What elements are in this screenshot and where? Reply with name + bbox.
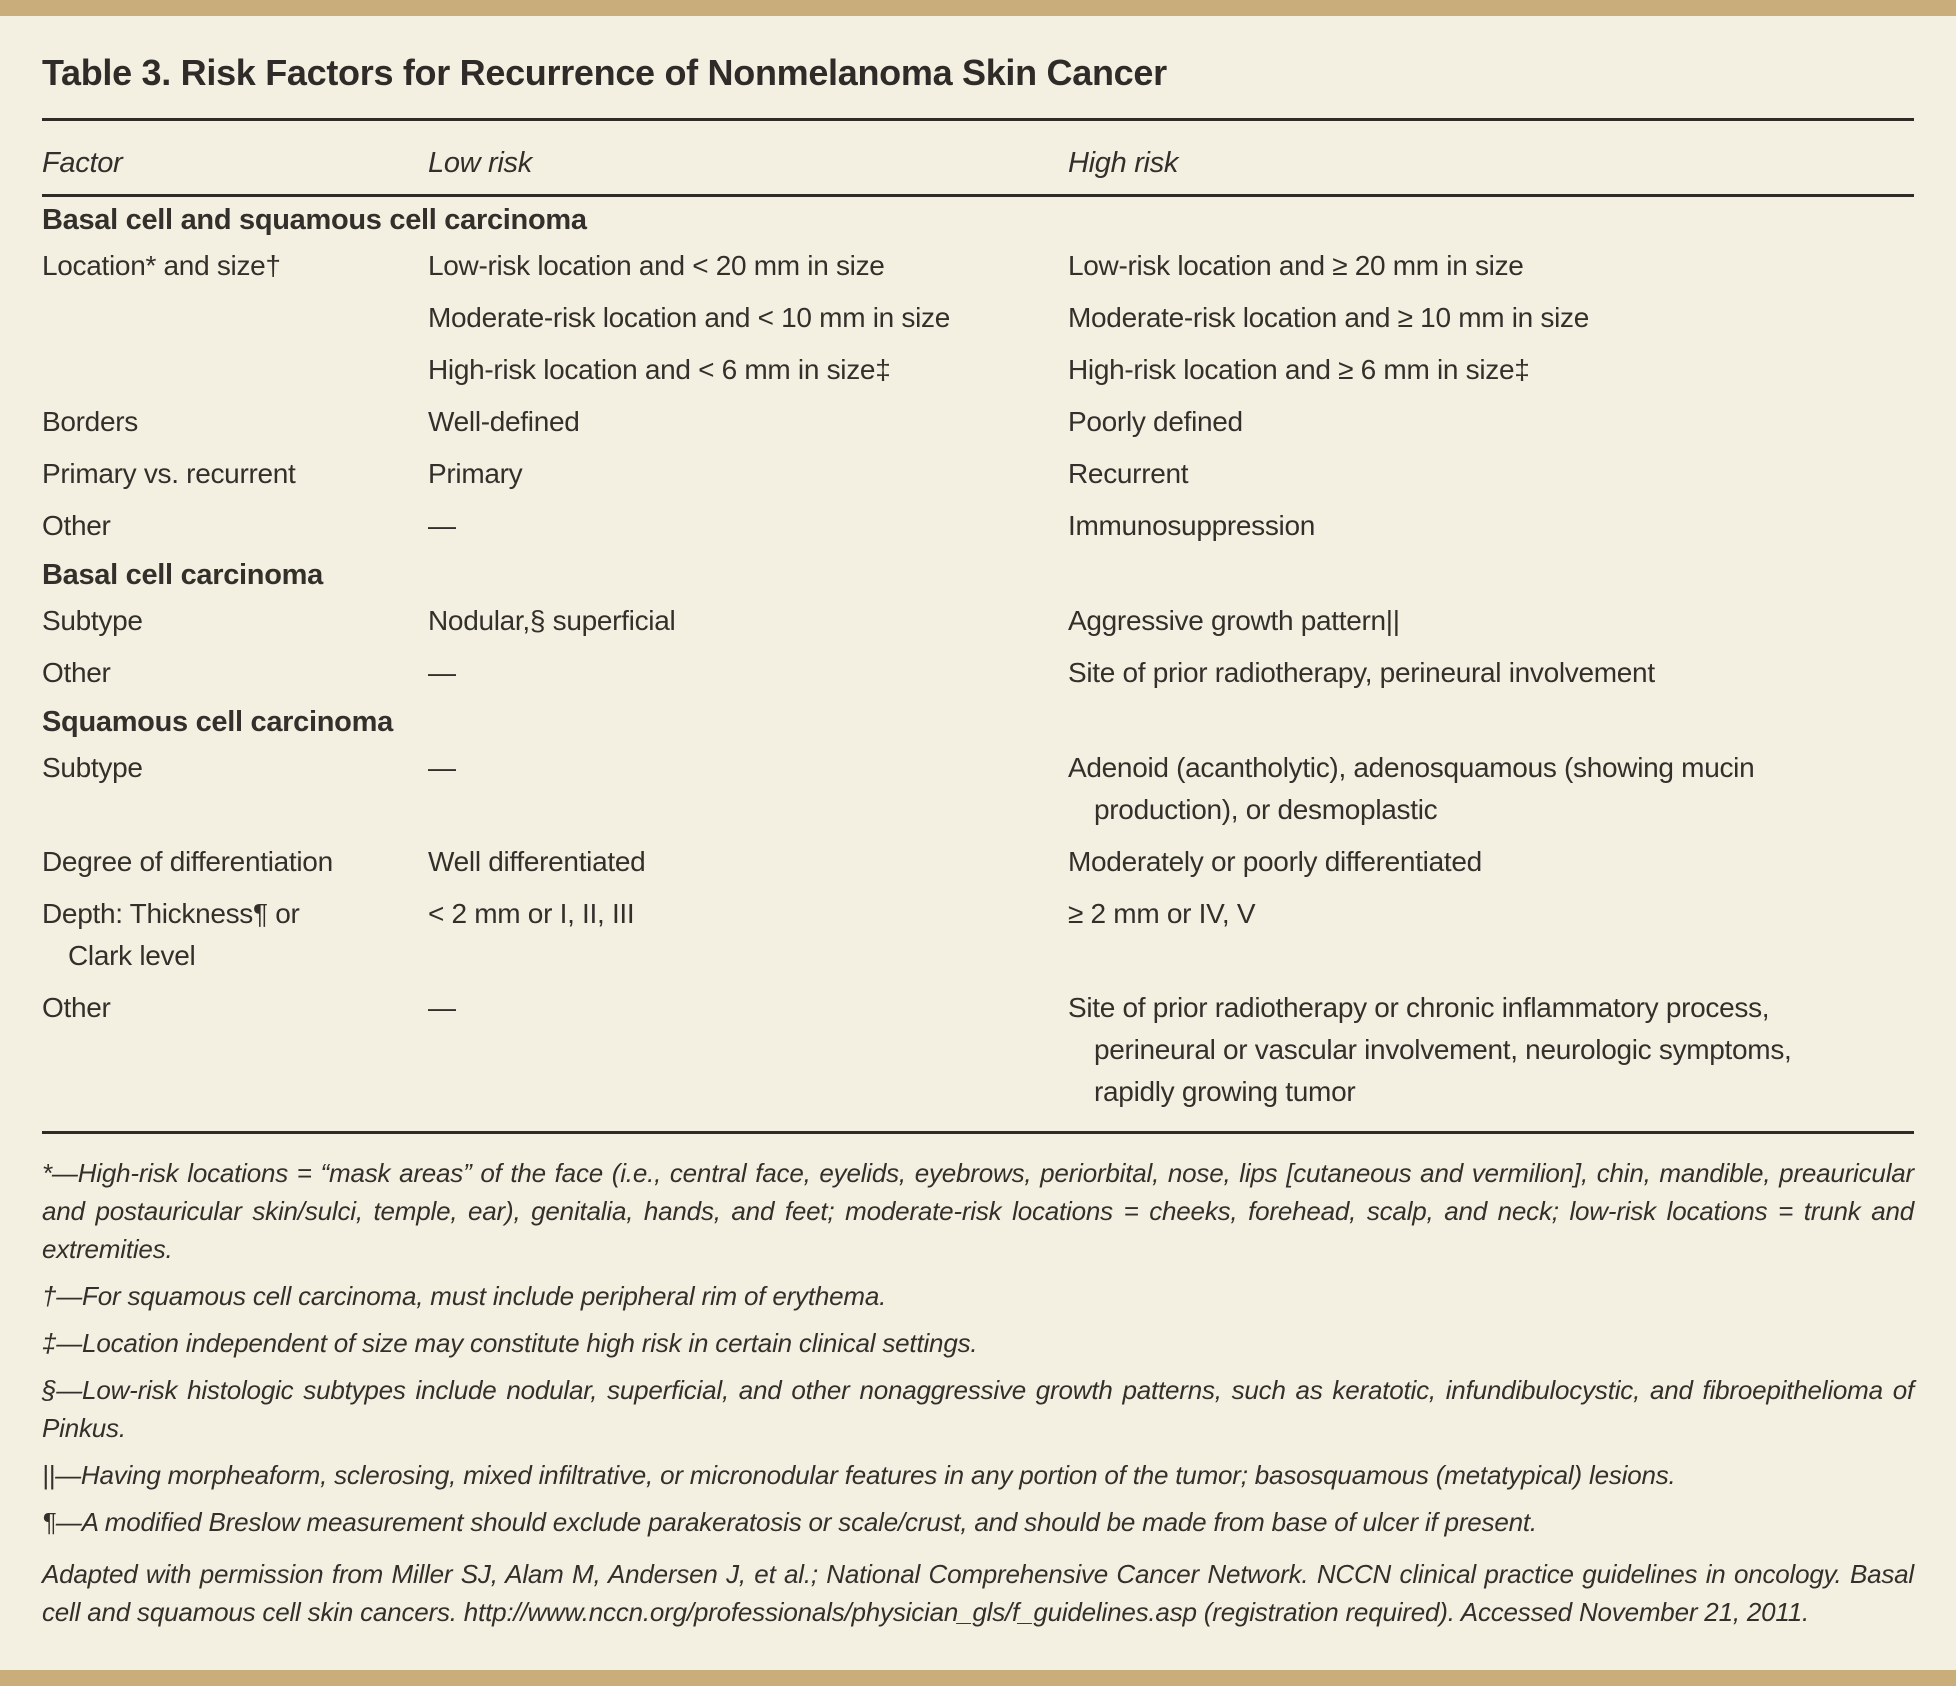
- table-row: [42, 448, 1914, 500]
- table-row: [42, 500, 1914, 552]
- table-row: [42, 396, 1914, 448]
- high-risk-cell: Aggressive growth pattern||: [1068, 605, 1400, 636]
- section-heading: Basal cell carcinoma: [42, 559, 323, 591]
- low-risk-cell: < 2 mm or I, II, III: [428, 898, 635, 929]
- factor-cell: Other: [42, 657, 111, 688]
- section-heading: Basal cell and squamous cell carcinoma: [42, 204, 587, 236]
- footnote-double-bar: ||—Having morpheaform, sclerosing, mixed infiltrative, or micronodular features in any portion of the tumor; basosquamous (metatypical) lesions.: [42, 1460, 1676, 1490]
- high-risk-cell: Recurrent: [1068, 458, 1189, 489]
- low-risk-cell: —: [428, 992, 456, 1023]
- factor-cell: [42, 888, 428, 982]
- factor-cell: Location* and size†: [42, 250, 281, 281]
- bottom-accent-bar: [0, 1670, 1956, 1686]
- table-row: [42, 344, 1914, 396]
- column-header-low-risk: Low risk: [428, 120, 1068, 196]
- factor-cell: Primary vs. recurrent: [42, 458, 296, 489]
- high-risk-cell: Moderately or poorly differentiated: [1068, 846, 1482, 877]
- low-risk-cell: Low-risk location and < 20 mm in size: [428, 250, 885, 281]
- high-risk-cell: Low-risk location and ≥ 20 mm in size: [1068, 250, 1524, 281]
- section-heading: Squamous cell carcinoma: [42, 706, 393, 738]
- factor-cell: [42, 344, 428, 396]
- factor-cell: Subtype: [42, 752, 143, 783]
- footnote-pilcrow: ¶—A modified Breslow measurement should exclude parakeratosis or scale/crust, and should be made from base of ulcer if present.: [42, 1507, 1537, 1537]
- figure-content: [0, 16, 1956, 1631]
- factor-cell: Degree of differentiation: [42, 846, 333, 877]
- high-risk-text: Adenoid (acantholytic), adenosquamous (showing mucin production), or desmoplastic: [1068, 752, 1755, 825]
- footnote-asterisk: *—High-risk locations = “mask areas” of the face (i.e., central face, eyelids, eyebrows, periorbital, nose, lips [cutaneous and vermilion], chin, mandible, preauricular and postauricular skin/sulci, temple, ear), genitalia, hands, and feet; moderate-risk locations = cheeks, forehead, scalp, and neck; low-risk locations = trunk and extremities.: [42, 1158, 1914, 1264]
- high-risk-text: Site of prior radiotherapy or chronic inflammatory process, perineural or vascular involvement, neurologic symptoms, rapidly growing tumor: [1068, 992, 1792, 1107]
- factor-cell: Other: [42, 510, 111, 541]
- table-row: [42, 742, 1914, 836]
- column-header-row: [42, 120, 1914, 196]
- section-heading-row: [42, 552, 1914, 595]
- high-risk-cell: High-risk location and ≥ 6 mm in size‡: [1068, 354, 1530, 385]
- high-risk-cell: [1068, 742, 1914, 836]
- low-risk-cell: Nodular,§ superficial: [428, 605, 676, 636]
- section-heading-row: [42, 196, 1914, 241]
- high-risk-cell: Poorly defined: [1068, 406, 1243, 437]
- attribution-text: Adapted with permission from Miller SJ, Alam M, Andersen J, et al.; National Comprehensive Cancer Network. NCCN clinical practice guidelines in oncology. Basal cell and squamous cell skin cancers. http://www.nccn.org/professionals/physician_gls/f_guidelines.asp (registration required). Accessed November 21, 2011.: [42, 1559, 1914, 1627]
- section-heading-row: [42, 699, 1914, 742]
- table-row: [42, 982, 1914, 1133]
- footnote-double-dagger: ‡—Location independent of size may constitute high risk in certain clinical settings.: [42, 1328, 978, 1358]
- low-risk-cell: Moderate-risk location and < 10 mm in size: [428, 302, 950, 333]
- high-risk-cell: Site of prior radiotherapy, perineural involvement: [1068, 657, 1655, 688]
- table-row: [42, 292, 1914, 344]
- factor-text: Depth: Thickness¶ or Clark level: [42, 898, 300, 971]
- footnote-section-mark: §—Low-risk histologic subtypes include nodular, superficial, and other nonaggressive growth patterns, such as keratotic, infundibulocystic, and fibroepithelioma of Pinkus.: [42, 1375, 1914, 1443]
- factor-cell: Other: [42, 992, 111, 1023]
- factor-cell: Borders: [42, 406, 138, 437]
- low-risk-cell: —: [428, 752, 456, 783]
- low-risk-cell: Primary: [428, 458, 523, 489]
- high-risk-cell: [1068, 982, 1914, 1133]
- low-risk-cell: Well differentiated: [428, 846, 646, 877]
- footnotes-block: [42, 1154, 1914, 1541]
- factor-cell: [42, 292, 428, 344]
- table-row: [42, 595, 1914, 647]
- factor-cell: Subtype: [42, 605, 143, 636]
- column-header-factor: Factor: [42, 120, 428, 196]
- table-row: [42, 888, 1914, 982]
- risk-factor-table: [42, 118, 1914, 1134]
- high-risk-cell: ≥ 2 mm or IV, V: [1068, 898, 1256, 929]
- table-row: [42, 647, 1914, 699]
- low-risk-cell: Well-defined: [428, 406, 580, 437]
- footnote-dagger: †—For squamous cell carcinoma, must include peripheral rim of erythema.: [42, 1281, 887, 1311]
- table-row: [42, 240, 1914, 292]
- low-risk-cell: High-risk location and < 6 mm in size‡: [428, 354, 891, 385]
- column-header-high-risk: High risk: [1068, 120, 1914, 196]
- low-risk-cell: —: [428, 657, 456, 688]
- top-accent-bar: [0, 0, 1956, 16]
- table-row: [42, 836, 1914, 888]
- high-risk-cell: Immunosuppression: [1068, 510, 1316, 541]
- high-risk-cell: Moderate-risk location and ≥ 10 mm in size: [1068, 302, 1589, 333]
- low-risk-cell: —: [428, 510, 456, 541]
- table-title: Table 3. Risk Factors for Recurrence of Nonmelanoma Skin Cancer: [42, 52, 1167, 93]
